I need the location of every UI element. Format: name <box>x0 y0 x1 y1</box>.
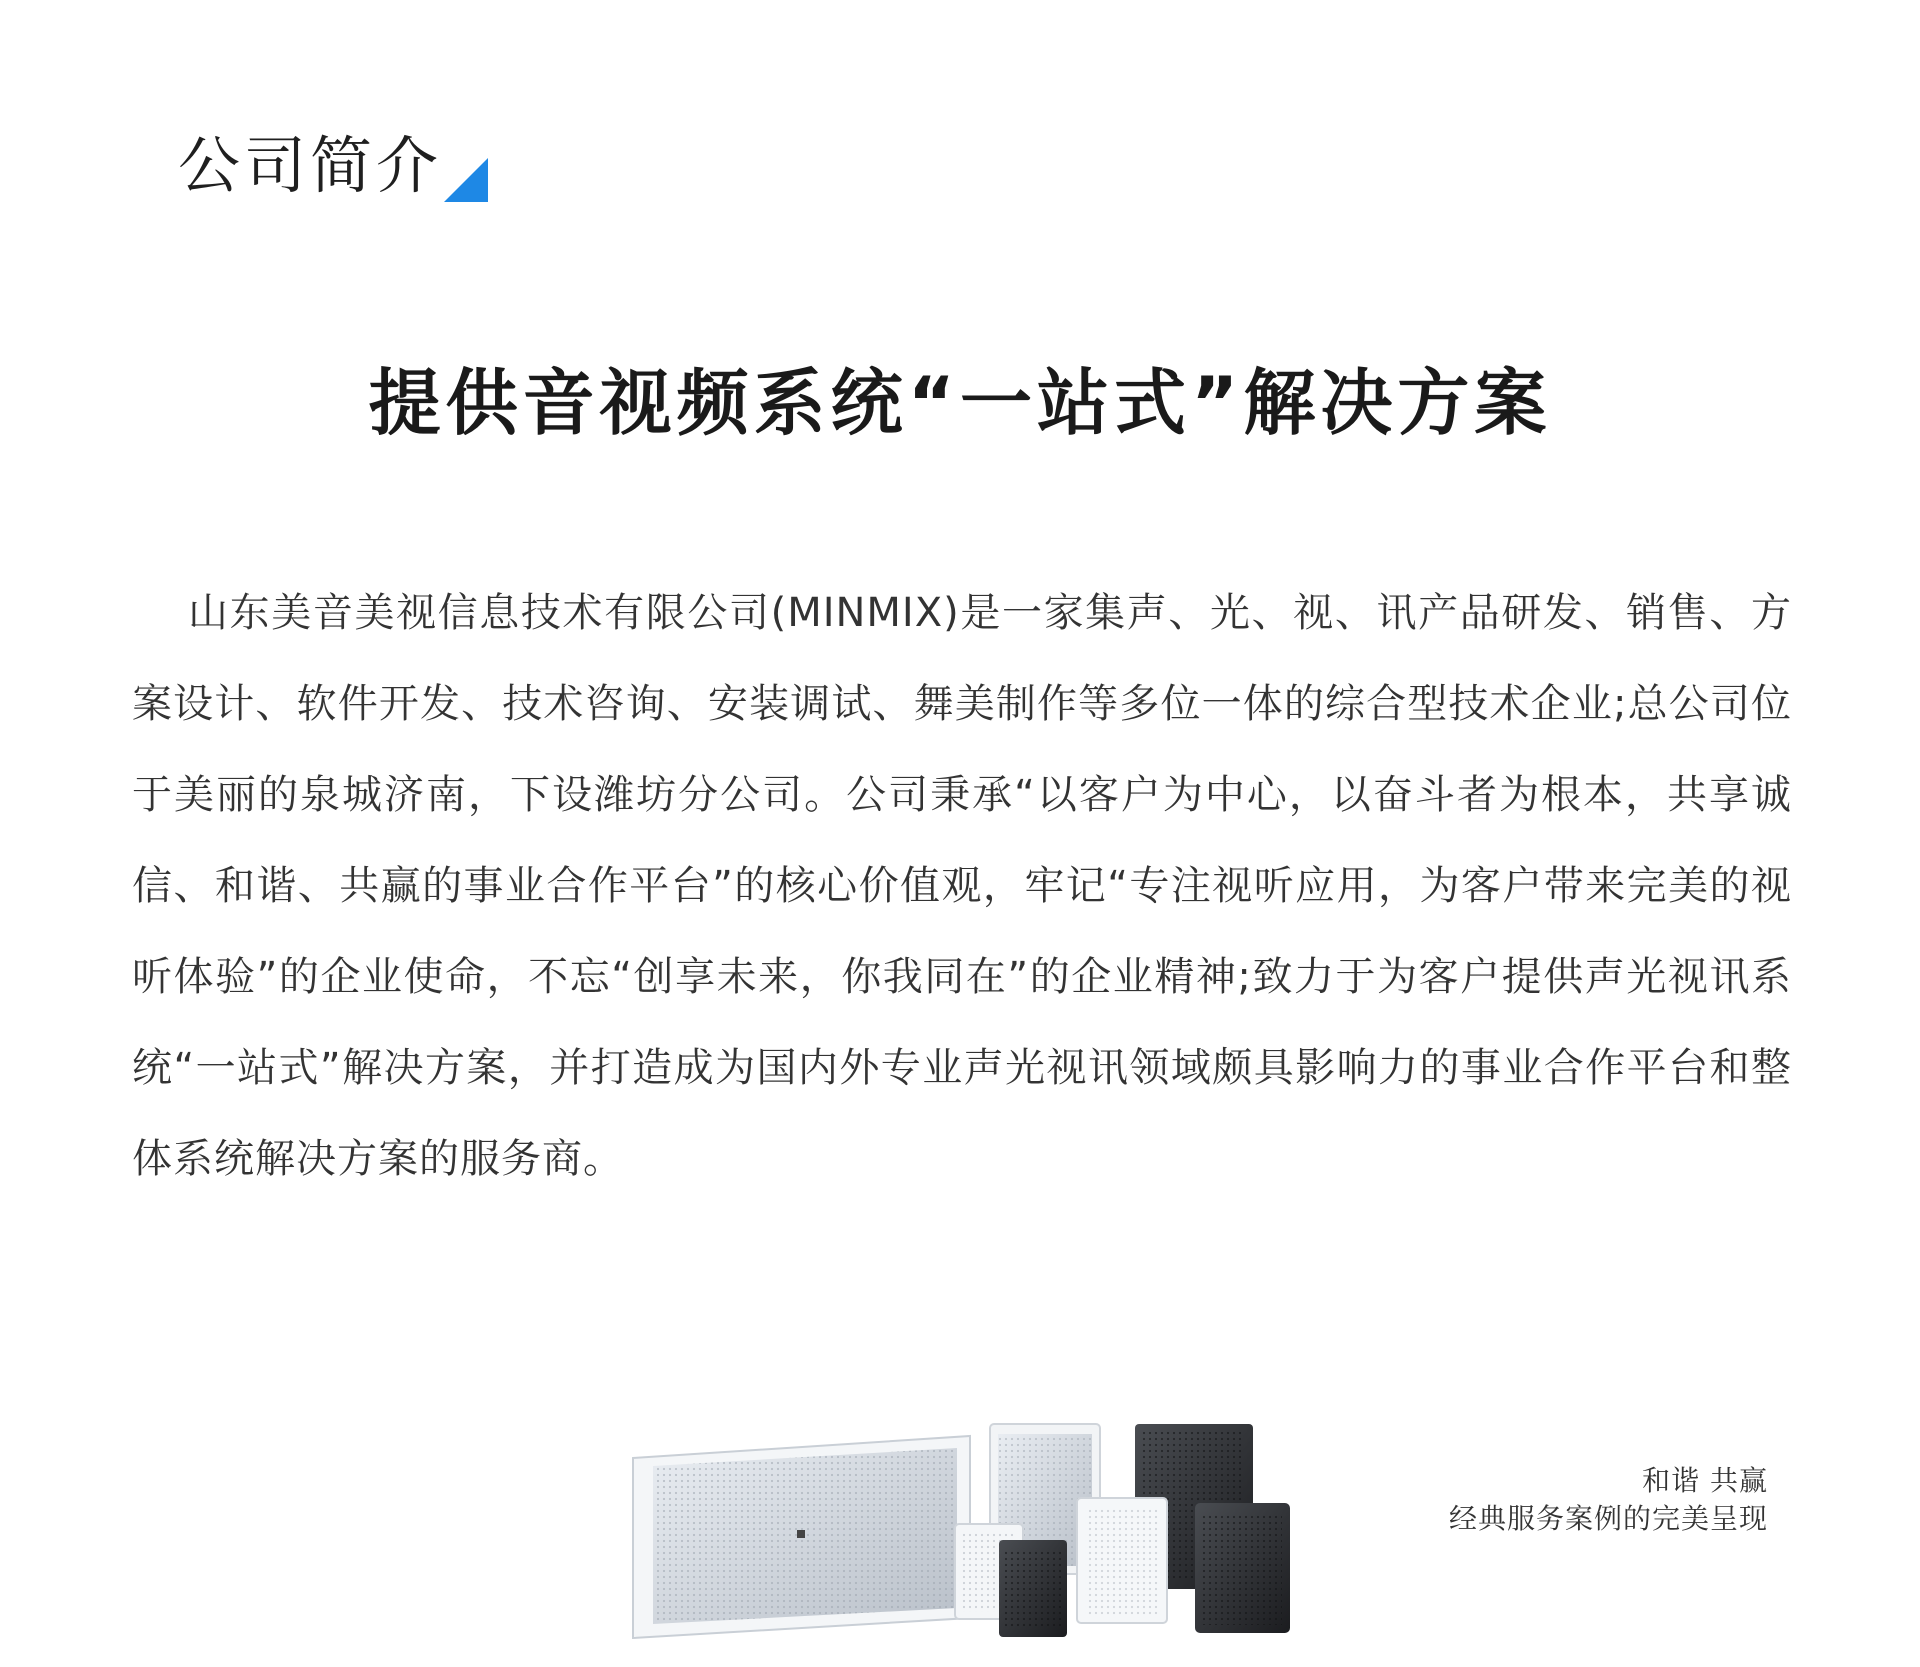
corner-triangle-icon <box>444 158 488 202</box>
speaker-small-dark <box>999 1540 1067 1637</box>
speaker-large-white <box>633 1436 970 1638</box>
section-header <box>178 128 488 204</box>
tagline-line2: 经典服务案例的完美呈现 <box>1448 1502 1768 1535</box>
speaker-mid-white <box>1077 1498 1167 1623</box>
company-intro-paragraph: 山东美音美视信息技术有限公司(MINMIX)是一家集声、光、视、讯产品研发、销售、方案设计、软件开发、技术咨询、安装调试、舞美制作等多位一体的综合型技术企业;总公司位于美丽的泉城济南，下设潍坊分公司。公司秉承“以客户为中心，以奋斗者为根本，共享诚信、和谐、共赢的事业合作平台”的核心价值观，牢记“专注视听应用，为客户带来完美的视听体验”的企业使命，不忘“创享未来，你我同在”的企业精神;致力于为客户提供声光视讯系统“一站式”解决方案，并打造成为国内外专业声光视讯领域颇具影响力的事业合作平台和整体系统解决方案的服务商。 <box>132 590 1792 1182</box>
tagline-line1: 和谐 共赢 <box>1642 1464 1768 1497</box>
speaker-mid-dark <box>1195 1503 1290 1633</box>
speaker-products-image <box>625 1418 1295 1648</box>
headline: 提供音视频系统“一站式”解决方案 <box>368 361 1552 445</box>
section-title: 公司简介 <box>178 129 443 202</box>
tagline <box>1449 1462 1768 1538</box>
